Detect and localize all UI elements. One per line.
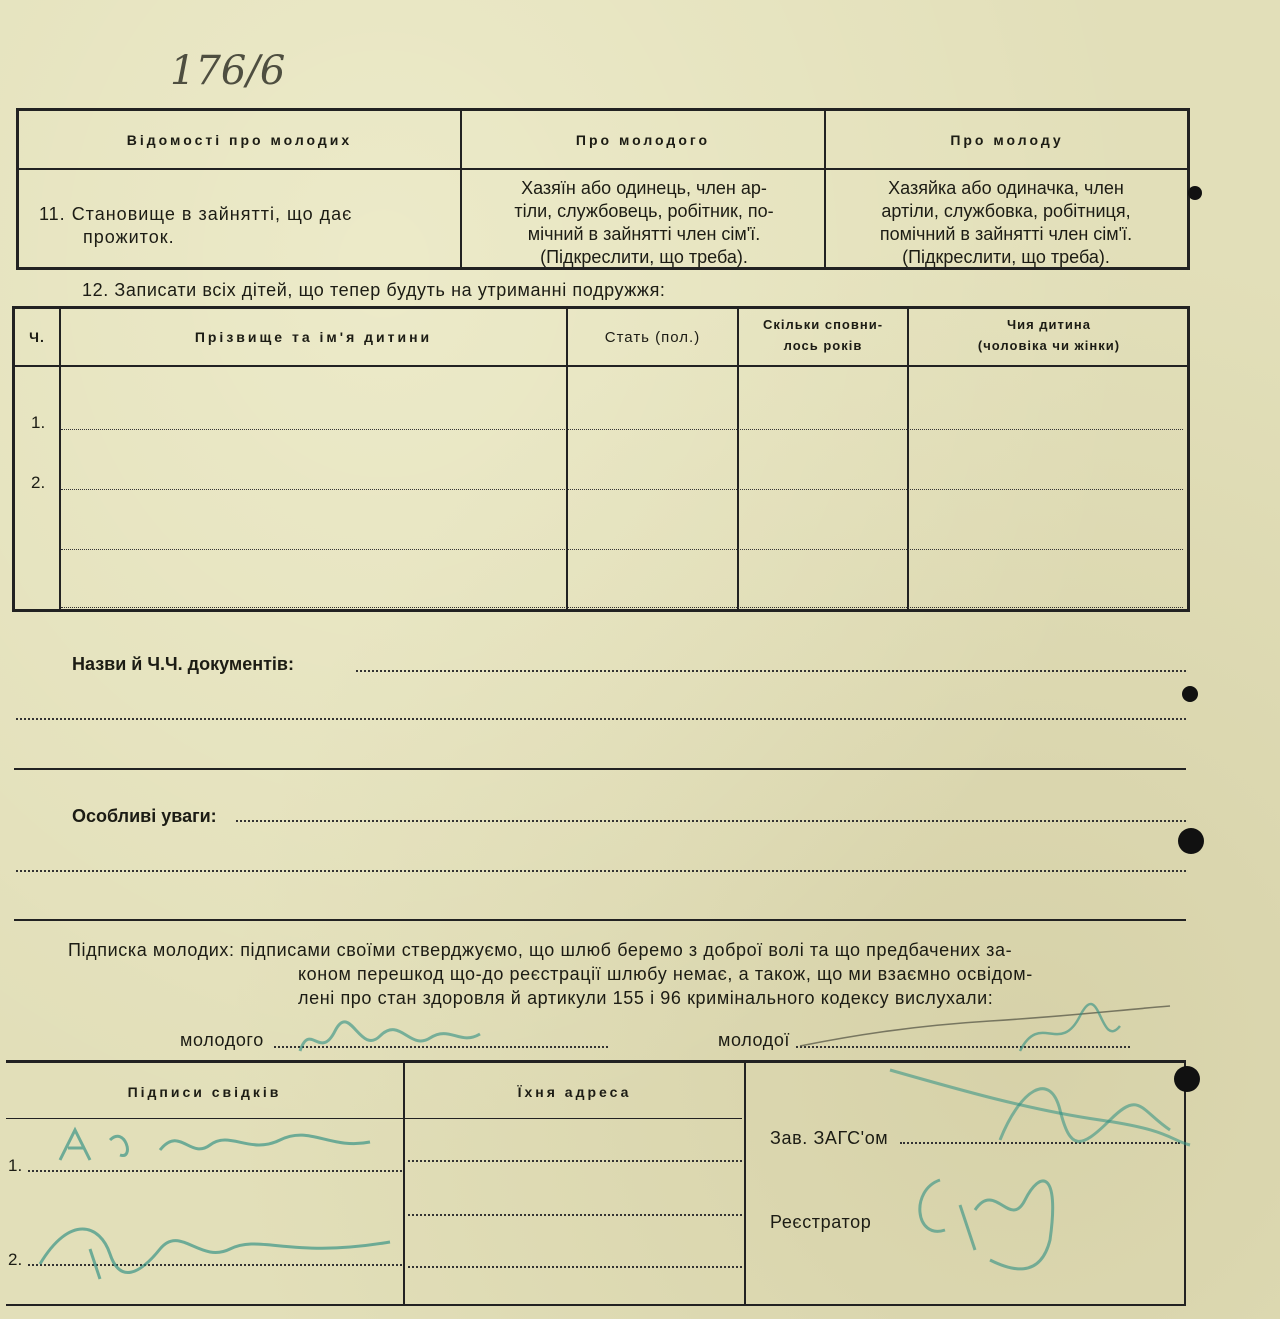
header-bride: Про молоду bbox=[950, 132, 1064, 148]
occupation-table bbox=[16, 108, 1190, 270]
row-line bbox=[61, 607, 1183, 608]
binder-hole bbox=[1174, 1066, 1200, 1092]
head-registry-signature bbox=[880, 1050, 1200, 1160]
remarks-line bbox=[16, 870, 1186, 872]
remarks-label: Особливі уваги: bbox=[72, 806, 217, 826]
witness-2-signature bbox=[30, 1204, 400, 1284]
documents-line bbox=[16, 718, 1186, 720]
table-divider bbox=[566, 309, 568, 609]
table-divider bbox=[19, 168, 1187, 170]
header-whose-child: Чия дитина (чоловіка чи жінки) bbox=[977, 317, 1121, 353]
declaration-line-1: Підписка молодих: підписами своїми стверджуємо, що шлюб беремо з доброї волі та що предбачених за- bbox=[68, 940, 1013, 960]
row-number: 2. bbox=[31, 473, 46, 492]
header-sex: Стать (пол.) bbox=[604, 329, 701, 346]
children-table bbox=[12, 306, 1190, 612]
binder-hole bbox=[1182, 686, 1198, 702]
registrar-signature bbox=[900, 1150, 1100, 1290]
registrar-label: Реєстратор bbox=[770, 1212, 872, 1232]
header-groom: Про молодого bbox=[575, 132, 711, 148]
documents-label: Назви й Ч.Ч. документів: bbox=[72, 654, 294, 674]
header-age: Скільки сповни- лось років bbox=[762, 317, 884, 353]
groom-signature bbox=[290, 1016, 490, 1066]
table-divider bbox=[59, 309, 61, 609]
occupation-label: 11. Становище в зайнятті, що дає прожиток. bbox=[39, 204, 353, 247]
header-child-name: Прізвище та ім'я дитини bbox=[194, 329, 433, 345]
row-line bbox=[61, 429, 1183, 430]
section-rule bbox=[14, 768, 1186, 770]
row-number: 1. bbox=[31, 413, 46, 432]
section-rule bbox=[6, 1304, 1186, 1306]
header-info: Відомості про молодих bbox=[126, 132, 353, 148]
witness-row-number: 2. bbox=[8, 1250, 23, 1269]
section-rule bbox=[14, 919, 1186, 921]
address-line bbox=[408, 1266, 742, 1268]
witness-1-signature bbox=[50, 1120, 380, 1170]
binder-hole bbox=[1178, 828, 1204, 854]
table-divider bbox=[15, 365, 1187, 367]
head-registry-label: Зав. ЗАГС'ом bbox=[770, 1128, 889, 1148]
groom-signature-label: молодого bbox=[180, 1030, 264, 1050]
witness-header-rule bbox=[6, 1118, 742, 1119]
address-line bbox=[408, 1160, 742, 1162]
remarks-line bbox=[236, 820, 1186, 822]
header-witness-address: Їхня адреса bbox=[517, 1084, 632, 1100]
table-divider bbox=[907, 309, 909, 609]
archive-number: 176/6 bbox=[170, 48, 286, 94]
bride-signature-label: молодої bbox=[718, 1030, 791, 1050]
binder-hole bbox=[1188, 186, 1202, 200]
bride-occupation-options: Хазяйка або одиначка, член артіли, службовка, робітниця, помічний в зайнятті член сім'ї. (Підкреслити, що треба). bbox=[879, 178, 1133, 267]
table-divider bbox=[744, 1062, 746, 1306]
declaration-line-3: лені про стан здоровля й артикули 155 і 96 кримінального кодексу вислухали: bbox=[298, 988, 994, 1008]
address-line bbox=[408, 1214, 742, 1216]
groom-occupation-options: Хазяїн або одинець, член ар- тіли, службовець, робітник, по- мічний в зайнятті член сім'ї. (Підкреслити, що треба). bbox=[514, 178, 774, 267]
witness-row-number: 1. bbox=[8, 1156, 23, 1175]
header-number: Ч. bbox=[29, 329, 45, 345]
declaration-line-2: коном перешкод що-до реєстрації шлюбу немає, а також, що ми взаємно освідом- bbox=[298, 964, 1033, 984]
children-section-title: 12. Записати всіх дітей, що тепер будуть на утриманні подружжя: bbox=[82, 280, 666, 300]
header-witness-signatures: Підписи свідків bbox=[127, 1084, 282, 1100]
witness-line bbox=[28, 1170, 402, 1172]
documents-line bbox=[356, 670, 1186, 672]
table-divider bbox=[737, 309, 739, 609]
row-line bbox=[61, 549, 1183, 550]
row-line bbox=[61, 489, 1183, 490]
